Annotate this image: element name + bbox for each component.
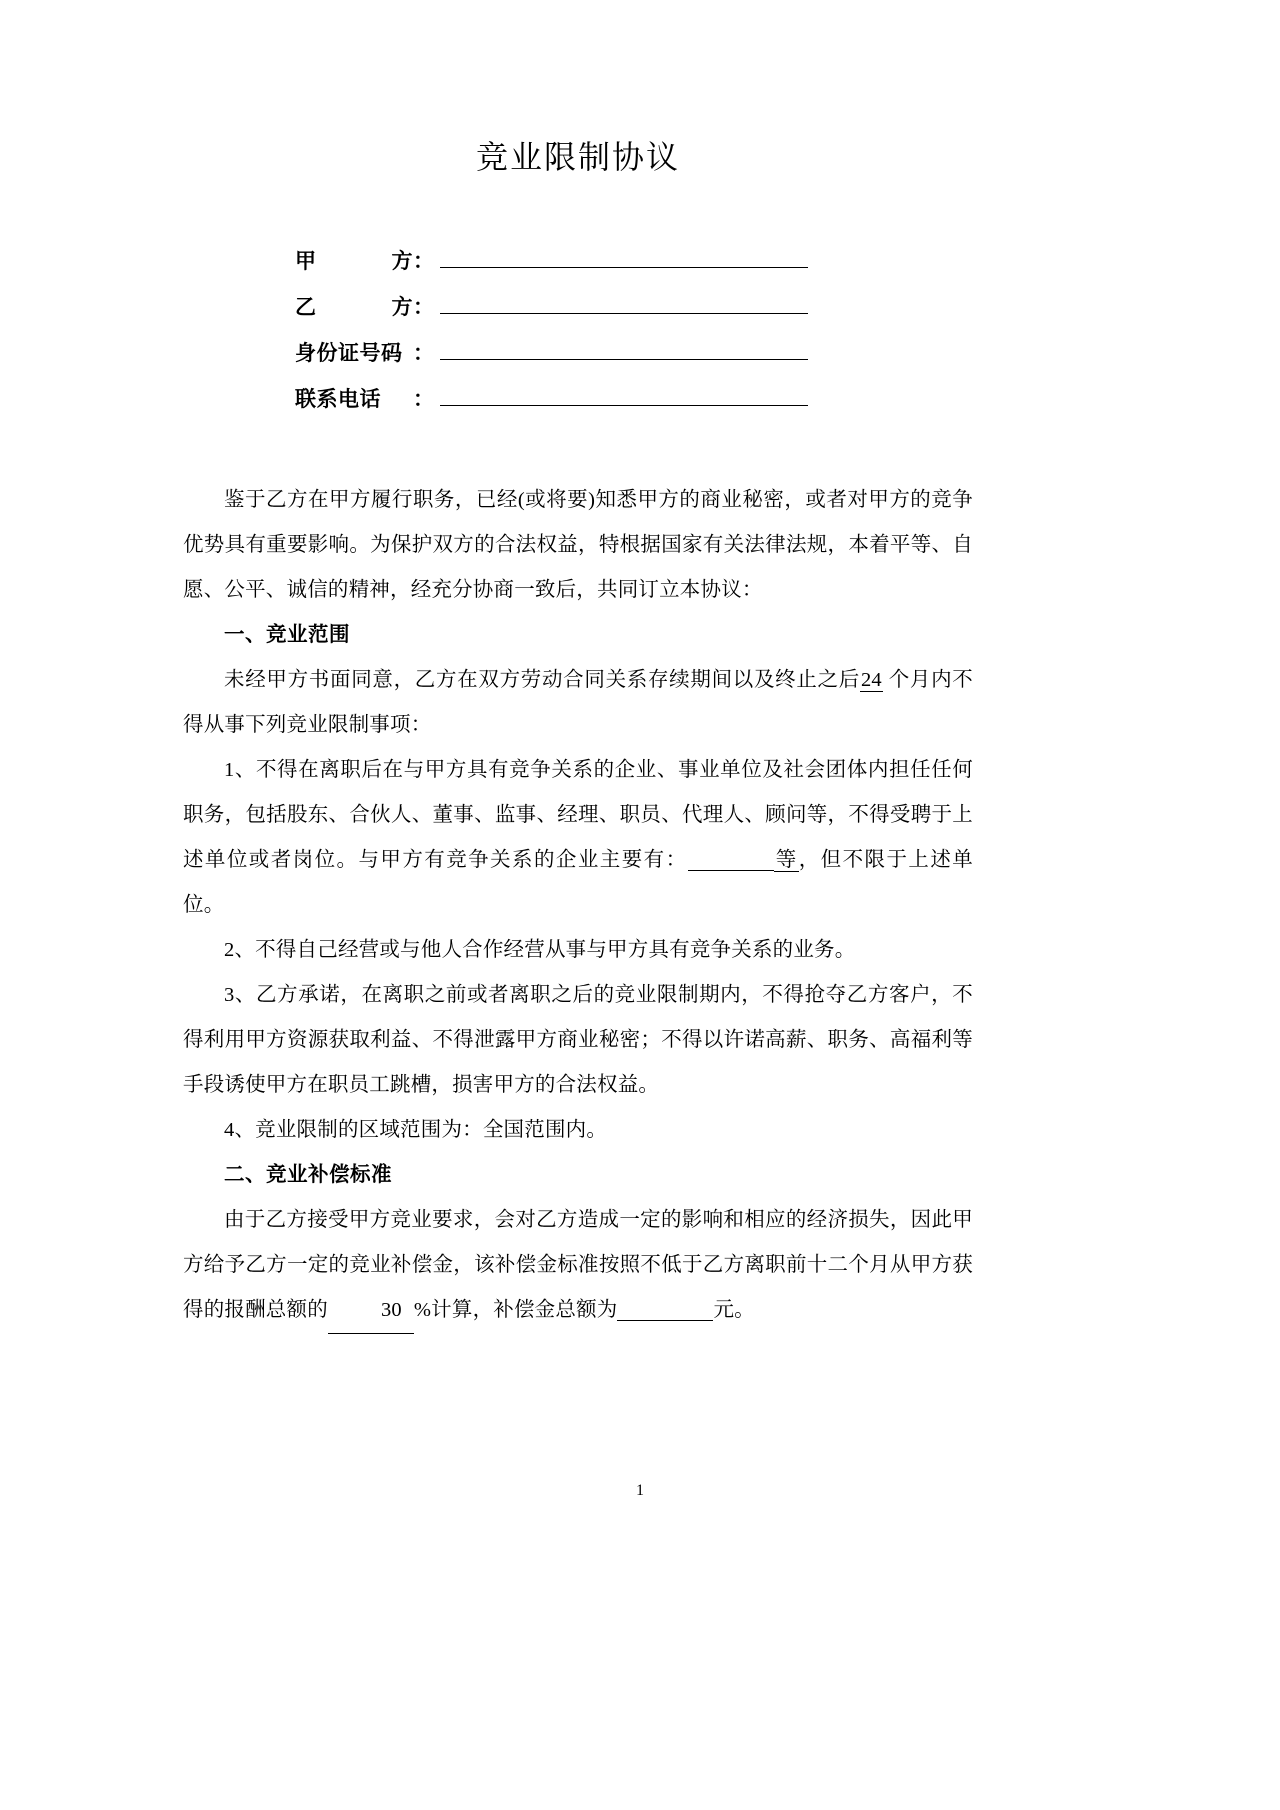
document-content [183,0,973,1334]
section-2-body-paragraph [183,1198,973,1334]
item-text-3: 乙方承诺，在离职之前或者离职之后的竞业限制期内，不得抢夺乙方客户，不得利用甲方资源获取利益、不得泄露甲方商业秘密；不得以许诺高薪、职务、高福利等手段诱使甲方在职员工跳槽，损害甲方的合法权益。 [183,984,973,1097]
item-text-4: 竞业限制的区域范围为：全国范围内。 [255,1119,608,1142]
noncompete-duration-value[interactable]: 24 [860,669,882,692]
section-heading-1: 一、竞业范围 [224,624,350,647]
page-number: 1 [636,1482,644,1499]
party-label-phone: 联系电话 [295,387,381,412]
item-number-4: 4、 [224,1119,256,1142]
party-field-row-phone [295,376,973,422]
party-colon-id-number: ： [413,341,434,366]
party-field-row-id-number [295,330,973,376]
section-1-intro-text-before: 未经甲方书面同意，乙方在双方劳动合同关系存续期间以及终止之后 [224,669,860,692]
party-field-row-yifang [295,284,973,330]
party-colon-phone: ： [413,387,434,412]
party-label-yifang: 乙 方 [295,295,413,320]
section-1-item-2 [183,928,973,973]
preamble-paragraph: 鉴于乙方在甲方履行职务，已经(或将要)知悉甲方的商业秘密，或者对甲方的竞争优势具有重要影响。为保护双方的合法权益，特根据国家有关法律法规，本着平等、自愿、公平、诚信的精神，经充分协商一致后，共同订立本协议： [183,489,973,602]
party-fields-block [183,238,973,422]
section-1-intro-text-after: 个月内不得从事下列竞业限制事项： [183,669,973,737]
competitor-companies-input[interactable] [688,849,774,872]
section-1-item-4 [183,1108,973,1153]
party-input-jiafang[interactable] [440,243,808,268]
item-text-1-after-blank: 等 [774,849,798,872]
party-label-id-number: 身份证号码 [295,341,403,366]
party-colon-yifang: ： [413,295,434,320]
section-1-item-1 [183,748,973,928]
section-2-text-before: 由于乙方接受甲方竞业要求，会对乙方造成一定的影响和相应的经济损失，因此甲方给予乙方一定的竞业补偿金，该补偿金标准按照不低于乙方离职前十二个月从甲方获得的报酬总额的 [183,1209,973,1322]
party-colon-jiafang: ： [413,249,434,274]
page-title: 竞业限制协议 [475,139,680,175]
party-input-yifang[interactable] [440,289,808,314]
section-2-text-middle: %计算，补偿金总额为 [413,1299,618,1322]
compensation-total-input[interactable] [617,1299,713,1322]
item-number-2: 2、 [224,939,256,962]
party-input-phone[interactable] [440,381,808,406]
item-number-1: 1、 [224,759,256,782]
section-1-item-3 [183,973,973,1108]
party-field-row-jiafang [295,238,973,284]
party-input-id-number[interactable] [440,335,808,360]
item-number-3: 3、 [224,984,256,1007]
item-text-1-before: 不得在离职后在与甲方具有竞争关系的企业、事业单位及社会团体内担任任何职务，包括股东、合伙人、董事、监事、经理、职员、代理人、顾问等，不得受聘于上述单位或者岗位。与甲方有竞争关系的企业主要有： [183,759,973,872]
compensation-percent-input[interactable]: 30 [328,1288,414,1334]
item-text-1-after: ，但不限于上述单位。 [183,849,973,917]
section-1-intro-paragraph [183,658,973,748]
section-heading-2: 二、竞业补偿标准 [224,1164,392,1187]
item-text-2: 不得自己经营或与他人合作经营从事与甲方具有竞争关系的业务。 [255,939,856,962]
section-2-text-after: 元。 [713,1299,755,1322]
party-label-jiafang: 甲 方 [295,249,413,274]
